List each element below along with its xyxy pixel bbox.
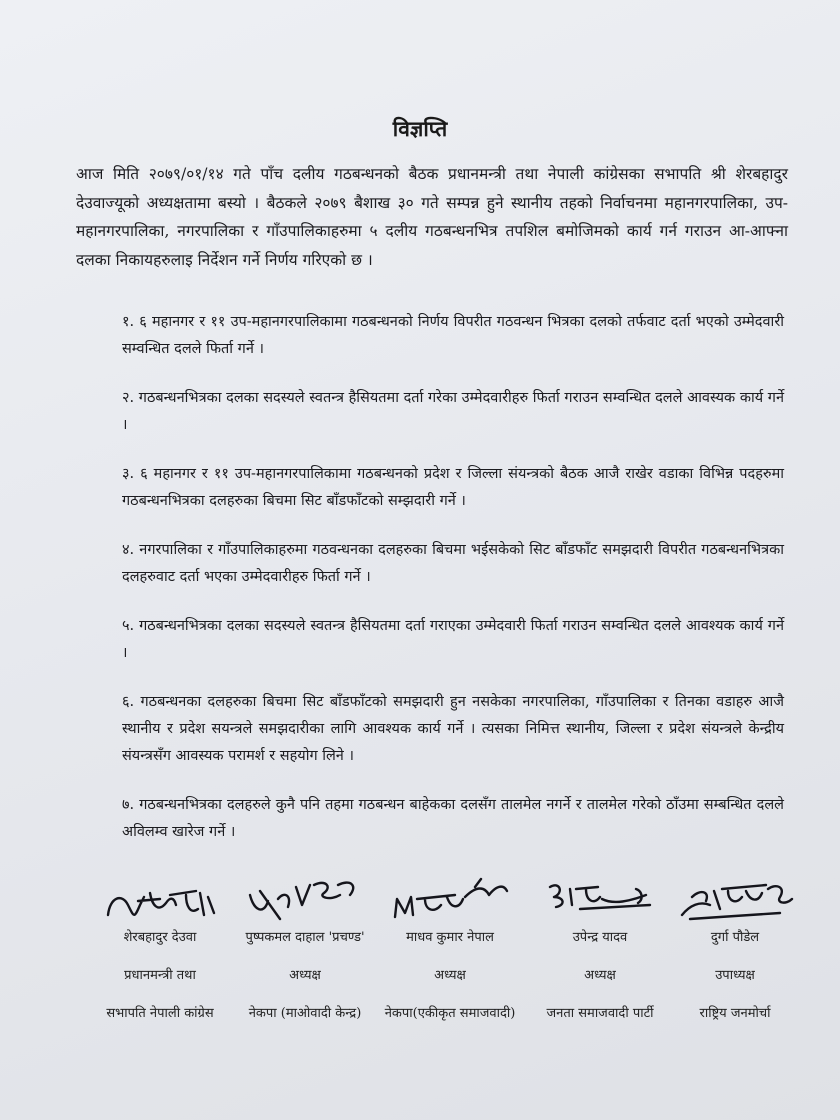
signatory-2	[225, 875, 385, 1021]
signatory-role: प्रधानमन्त्री तथा	[124, 968, 196, 983]
decision-item-1: १. ६ महानगर र ११ उप-महानगरपालिकामा गठबन्धनको निर्णय विपरीत गठवन्धन भित्रका दलको तर्फवाट दर्ता भएको उम्मेदवारी सम्वन्धित दलले फिर्ता गर्ने ।	[122, 314, 784, 357]
signatory-org: नेकपा(एकीकृत समाजवादी)	[384, 1006, 516, 1021]
decision-item-4: ४. नगरपालिका र गाँउपालिकाहरुमा गठवन्धनका दलहरुका बिचमा भईसकेको सिट बाँडफाँट समझदारी विपरीत गठबन्धनभित्रका दलहरुवाट दर्ता भएका उम्मेदवारीहरु फिर्ता गर्ने ।	[122, 542, 784, 585]
decision-item-5: ५. गठबन्धनभित्रका दलका सदस्यले स्वतन्त्र हैसियतमा दर्ता गराएका उम्मेदवारी फिर्ता गराउन सम्वन्धित दलले आवश्यक कार्य गर्ने ।	[122, 618, 784, 661]
signatory-role: अध्यक्ष	[584, 968, 616, 983]
decision-item-3: ३. ६ महानगर र ११ उप-महानगरपालिकामा गठबन्धनको प्रदेश र जिल्ला संयन्त्रको बैठक आजै राखेर वडाका विभिन्न पदहरुमा गठबन्धनभित्रका दलहरुका बिचमा सिट बाँडफाँटको सम्झदारी गर्ने ।	[122, 466, 784, 509]
signatory-org: सभापति नेपाली कांग्रेस	[106, 1006, 214, 1021]
signatory-org: नेकपा (माओवादी केन्द्र)	[248, 1006, 362, 1021]
handwritten-signature-3	[385, 875, 515, 925]
handwritten-signature-2	[240, 875, 370, 925]
signatory-3	[370, 875, 530, 1021]
handwritten-signature-4	[540, 875, 660, 925]
decision-item-7: ७. गठबन्धनभित्रका दलहरुले कुनै पनि तहमा गठबन्धन बाहेकका दलसँग तालमेल नगर्ने र तालमेल गरेको ठाँउमा सम्बन्धित दलले अविलम्व खारेज गर्ने ।	[122, 797, 784, 840]
document-title: विज्ञप्ति	[392, 116, 448, 141]
signatory-name: पुष्पकमल दाहाल 'प्रचण्ड'	[245, 930, 365, 945]
signature-block	[70, 860, 810, 1040]
decision-list	[122, 309, 784, 868]
signatory-role: अध्यक्ष	[434, 968, 466, 983]
handwritten-signature-5	[670, 875, 800, 925]
handwritten-signature-1	[100, 875, 220, 925]
signatory-name: उपेन्द्र यादव	[572, 930, 628, 945]
signatory-role: उपाध्यक्ष	[715, 968, 755, 983]
signatory-name: दुर्गा पौडेल	[710, 930, 760, 945]
signatory-name: माधव कुमार नेपाल	[406, 930, 494, 945]
signatory-1	[80, 875, 240, 1021]
intro-paragraph: आज मिति २०७९/०१/१४ गते पाँच दलीय गठबन्धनको बैठक प्रधानमन्त्री तथा नेपाली कांग्रेसका सभापति श्री शेरबहादुर देउवाज्यूको अध्यक्षतामा बस्यो । बैठकले २०७९ बैशाख ३० गते सम्पन्न हुने स्थानीय तहको निर्वाचनमा महानगरपालिका, उप-महानगरपालिका, नगरपालिका र गाँउपालिकाहरुमा ५ दलीय गठबन्धनभित्र तपशिल बमोजिमको कार्य गर्न गराउन आ-आफ्ना दलका निकायहरुलाइ निर्देशन गर्ने निर्णय गरिएको छ ।	[76, 165, 788, 269]
decision-item-6: ६. गठबन्धनका दलहरुका बिचमा सिट बाँडफाँटको समझदारी हुन नसकेका नगरपालिका, गाँउपालिका र तिनका वडाहरु आजै स्थानीय र प्रदेश सयन्त्रले समझदारीका लागि आवश्यक कार्य गर्ने । त्यसका निमित्त स्थानीय, जिल्ला र प्रदेश संयन्त्रले केन्द्रीय संयन्त्रसँग आवस्यक परामर्श र सहयोग लिने ।	[122, 694, 784, 764]
signatory-org: जनता समाजवादी पार्टी	[546, 1006, 654, 1021]
signatory-org: राष्ट्रिय जनमोर्चा	[699, 1006, 771, 1021]
decision-item-2: २. गठबन्धनभित्रका दलका सदस्यले स्वतन्त्र हैसियतमा दर्ता गरेका उम्मेदवारीहरु फिर्ता गराउन सम्वन्धित दलले आवस्यक कार्य गर्ने ।	[122, 390, 784, 433]
signatory-name: शेरबहादुर देउवा	[123, 930, 197, 945]
signatory-role: अध्यक्ष	[289, 968, 321, 983]
signatory-5	[655, 875, 815, 1021]
